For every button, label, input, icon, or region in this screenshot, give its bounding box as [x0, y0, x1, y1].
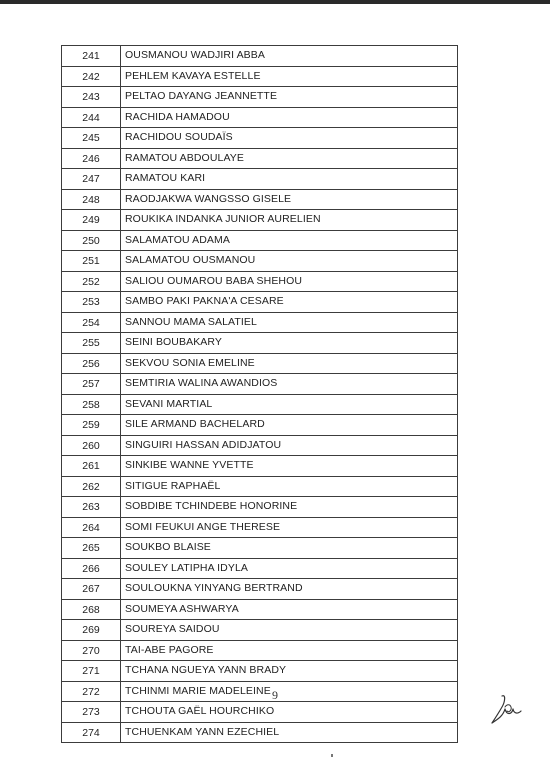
row-number: 253 [62, 292, 121, 313]
table-row [62, 189, 458, 210]
student-name: TCHOUTA GAËL HOURCHIKO [121, 702, 458, 723]
page-number: 9 [272, 688, 278, 702]
table-row [62, 415, 458, 436]
row-number: 269 [62, 620, 121, 641]
table-row [62, 476, 458, 497]
table-row [62, 558, 458, 579]
row-number: 241 [62, 46, 121, 67]
roster-body [62, 46, 458, 743]
table-row [62, 251, 458, 272]
row-number: 249 [62, 210, 121, 231]
student-name: SALAMATOU OUSMANOU [121, 251, 458, 272]
row-number: 252 [62, 271, 121, 292]
table-row [62, 456, 458, 477]
row-number: 273 [62, 702, 121, 723]
table-row [62, 353, 458, 374]
table-row [62, 374, 458, 395]
row-number: 243 [62, 87, 121, 108]
row-number: 244 [62, 107, 121, 128]
table-row [62, 148, 458, 169]
row-number: 260 [62, 435, 121, 456]
table-row [62, 702, 458, 723]
student-name: SALAMATOU ADAMA [121, 230, 458, 251]
student-name: SILE ARMAND BACHELARD [121, 415, 458, 436]
row-number: 272 [62, 681, 121, 702]
student-name: SOUREYA SAIDOU [121, 620, 458, 641]
table-row [62, 579, 458, 600]
student-name: RACHIDOU SOUDAÏS [121, 128, 458, 149]
student-name: SINKIBE WANNE YVETTE [121, 456, 458, 477]
student-name: PELTAO DAYANG JEANNETTE [121, 87, 458, 108]
student-name: OUSMANOU WADJIRI ABBA [121, 46, 458, 67]
row-number: 267 [62, 579, 121, 600]
row-number: 256 [62, 353, 121, 374]
row-number: 242 [62, 66, 121, 87]
row-number: 264 [62, 517, 121, 538]
table-row [62, 661, 458, 682]
row-number: 268 [62, 599, 121, 620]
student-name: SOULEY LATIPHA IDYLA [121, 558, 458, 579]
table-row [62, 497, 458, 518]
table-row [62, 435, 458, 456]
row-number: 263 [62, 497, 121, 518]
table-row [62, 292, 458, 313]
row-number: 257 [62, 374, 121, 395]
student-name: RAMATOU KARI [121, 169, 458, 190]
table-row [62, 271, 458, 292]
row-number: 247 [62, 169, 121, 190]
row-number: 262 [62, 476, 121, 497]
student-name: TCHANA NGUEYA YANN BRADY [121, 661, 458, 682]
student-name: SINGUIRI HASSAN ADIDJATOU [121, 435, 458, 456]
student-name: TCHUENKAM YANN EZECHIEL [121, 722, 458, 743]
student-name: SAMBO PAKI PAKNA'A CESARE [121, 292, 458, 313]
row-number: 258 [62, 394, 121, 415]
row-number: 254 [62, 312, 121, 333]
row-number: 266 [62, 558, 121, 579]
row-number: 271 [62, 661, 121, 682]
signature-initials-icon [488, 692, 524, 726]
student-name: SEKVOU SONIA EMELINE [121, 353, 458, 374]
row-number: 265 [62, 538, 121, 559]
table-row [62, 230, 458, 251]
table-row [62, 107, 458, 128]
row-number: 246 [62, 148, 121, 169]
table-row [62, 128, 458, 149]
row-number: 251 [62, 251, 121, 272]
student-name: RAODJAKWA WANGSSO GISELE [121, 189, 458, 210]
row-number: 261 [62, 456, 121, 477]
student-name: SOUKBO BLAISE [121, 538, 458, 559]
student-name: SOMI FEUKUI ANGE THERESE [121, 517, 458, 538]
row-number: 245 [62, 128, 121, 149]
student-name: SOBDIBE TCHINDEBE HONORINE [121, 497, 458, 518]
student-name: SEMTIRIA WALINA AWANDIOS [121, 374, 458, 395]
student-name: RAMATOU ABDOULAYE [121, 148, 458, 169]
table-row [62, 620, 458, 641]
table-row [62, 312, 458, 333]
table-row [62, 640, 458, 661]
student-name: SOULOUKNA YINYANG BERTRAND [121, 579, 458, 600]
table-row [62, 169, 458, 190]
row-number: 270 [62, 640, 121, 661]
table-row [62, 66, 458, 87]
table-row [62, 87, 458, 108]
student-name: SOUMEYA ASHWARYA [121, 599, 458, 620]
student-name: SITIGUE RAPHAËL [121, 476, 458, 497]
table-row [62, 333, 458, 354]
scan-speck [331, 754, 333, 757]
table-row [62, 599, 458, 620]
table-row [62, 210, 458, 231]
row-number: 259 [62, 415, 121, 436]
scan-top-edge [0, 0, 550, 4]
table-row [62, 722, 458, 743]
student-name: TCHINMI MARIE MADELEINE [121, 681, 458, 702]
student-name: RACHIDA HAMADOU [121, 107, 458, 128]
roster-table [61, 45, 458, 743]
student-name: TAI-ABE PAGORE [121, 640, 458, 661]
row-number: 274 [62, 722, 121, 743]
table-row [62, 538, 458, 559]
student-name: SEINI BOUBAKARY [121, 333, 458, 354]
table-row [62, 46, 458, 67]
row-number: 255 [62, 333, 121, 354]
student-name: SALIOU OUMAROU BABA SHEHOU [121, 271, 458, 292]
table-row [62, 517, 458, 538]
student-name: ROUKIKA INDANKA JUNIOR AURELIEN [121, 210, 458, 231]
student-name: SANNOU MAMA SALATIEL [121, 312, 458, 333]
student-name: PEHLEM KAVAYA ESTELLE [121, 66, 458, 87]
table-row [62, 394, 458, 415]
row-number: 250 [62, 230, 121, 251]
student-name: SEVANI MARTIAL [121, 394, 458, 415]
row-number: 248 [62, 189, 121, 210]
